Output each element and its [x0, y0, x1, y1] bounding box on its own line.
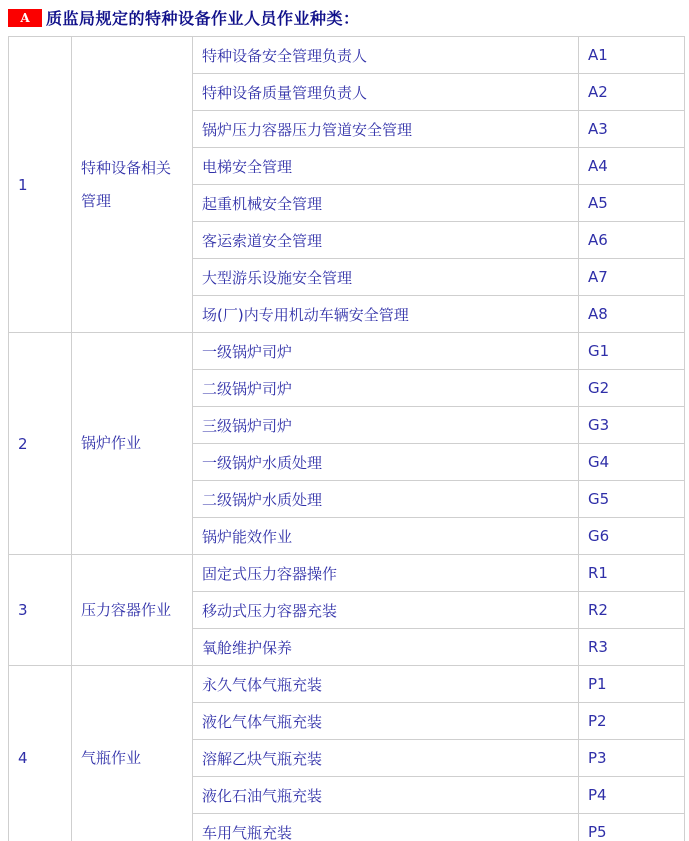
job-name: 场(厂)内专用机动车辆安全管理: [193, 296, 579, 333]
job-code: G2: [579, 370, 685, 407]
page-header: [0, 0, 689, 28]
job-code: P4: [579, 777, 685, 814]
group-category: 压力容器作业: [72, 555, 193, 666]
table-row: [9, 555, 685, 592]
group-index: 3: [9, 555, 72, 666]
job-name: 一级锅炉水质处理: [193, 444, 579, 481]
job-code: R2: [579, 592, 685, 629]
job-code: G1: [579, 333, 685, 370]
job-name: 液化石油气瓶充装: [193, 777, 579, 814]
job-code: P3: [579, 740, 685, 777]
job-code: G6: [579, 518, 685, 555]
job-code: A5: [579, 185, 685, 222]
job-code: R1: [579, 555, 685, 592]
page-title: 质监局规定的特种设备作业人员作业种类：: [46, 9, 360, 28]
job-name: 溶解乙炔气瓶充装: [193, 740, 579, 777]
job-code: A4: [579, 148, 685, 185]
job-code: A7: [579, 259, 685, 296]
job-code: P5: [579, 814, 685, 841]
job-name: 车用气瓶充装: [193, 814, 579, 841]
job-code: P2: [579, 703, 685, 740]
job-name: 起重机械安全管理: [193, 185, 579, 222]
job-name: 一级锅炉司炉: [193, 333, 579, 370]
group-index: 1: [9, 37, 72, 333]
job-name: 二级锅炉司炉: [193, 370, 579, 407]
job-code: A8: [579, 296, 685, 333]
table-row: [9, 666, 685, 703]
job-name: 三级锅炉司炉: [193, 407, 579, 444]
job-name: 电梯安全管理: [193, 148, 579, 185]
table-row: [9, 37, 685, 74]
job-name: 锅炉压力容器压力管道安全管理: [193, 111, 579, 148]
job-name: 客运索道安全管理: [193, 222, 579, 259]
job-name: 氧舱维护保养: [193, 629, 579, 666]
job-code: A1: [579, 37, 685, 74]
group-category: 锅炉作业: [72, 333, 193, 555]
job-name: 移动式压力容器充装: [193, 592, 579, 629]
job-code: G5: [579, 481, 685, 518]
job-name: 锅炉能效作业: [193, 518, 579, 555]
group-category: 气瓶作业: [72, 666, 193, 841]
category-table: [8, 36, 685, 841]
job-code: G3: [579, 407, 685, 444]
job-code: A3: [579, 111, 685, 148]
job-name: 大型游乐设施安全管理: [193, 259, 579, 296]
job-name: 固定式压力容器操作: [193, 555, 579, 592]
job-name: 永久气体气瓶充装: [193, 666, 579, 703]
job-name: 特种设备质量管理负责人: [193, 74, 579, 111]
job-name: 特种设备安全管理负责人: [193, 37, 579, 74]
category-table-body: [9, 37, 685, 841]
table-row: [9, 333, 685, 370]
section-badge: A: [8, 9, 42, 27]
job-code: A2: [579, 74, 685, 111]
job-code: G4: [579, 444, 685, 481]
job-code: R3: [579, 629, 685, 666]
group-index: 4: [9, 666, 72, 841]
group-index: 2: [9, 333, 72, 555]
job-code: A6: [579, 222, 685, 259]
group-category: 特种设备相关管理: [72, 37, 193, 333]
job-name: 液化气体气瓶充装: [193, 703, 579, 740]
job-code: P1: [579, 666, 685, 703]
job-name: 二级锅炉水质处理: [193, 481, 579, 518]
